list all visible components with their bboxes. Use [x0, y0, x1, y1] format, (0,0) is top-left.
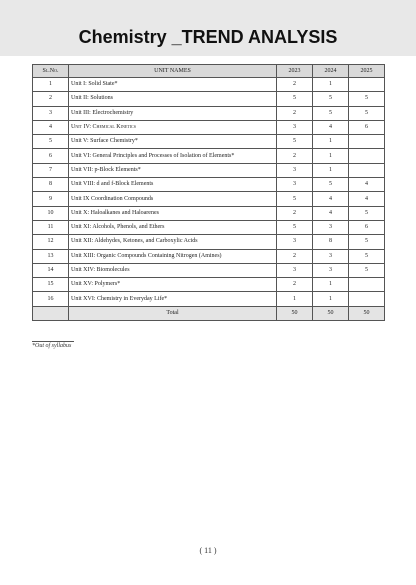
cell-sl: 8: [33, 178, 69, 192]
cell-sl: 16: [33, 292, 69, 306]
cell-unit: Unit XV: Polymers*: [69, 278, 277, 292]
cell-unit: Unit IV: Chemical Kinetics: [69, 120, 277, 134]
table-row: [33, 192, 385, 206]
cell-2023: 5: [277, 135, 313, 149]
cell-2025: 4: [349, 178, 385, 192]
header-2025: 2025: [349, 65, 385, 78]
cell-2023: 2: [277, 278, 313, 292]
cell-2025: 4: [349, 192, 385, 206]
total-row: [33, 306, 385, 320]
cell-2025: [349, 163, 385, 177]
cell-2024: 5: [313, 178, 349, 192]
cell-unit: Unit V: Surface Chemistry*: [69, 135, 277, 149]
cell-sl: 6: [33, 149, 69, 163]
cell-2024: 4: [313, 206, 349, 220]
cell-sl: 14: [33, 263, 69, 277]
cell-sl: 15: [33, 278, 69, 292]
cell-2025: [349, 135, 385, 149]
table-row: [33, 249, 385, 263]
cell-2025: 5: [349, 235, 385, 249]
cell-2024: 3: [313, 249, 349, 263]
cell-unit: Unit IX Coordination Compounds: [69, 192, 277, 206]
cell-2023: 2: [277, 149, 313, 163]
cell-2024: 1: [313, 163, 349, 177]
table-row: [33, 149, 385, 163]
cell-sl: 12: [33, 235, 69, 249]
cell-2024: 1: [313, 135, 349, 149]
cell-2025: [349, 78, 385, 92]
trend-analysis-table: [32, 64, 385, 321]
header-2023: 2023: [277, 65, 313, 78]
cell-2025: 5: [349, 249, 385, 263]
table-row: [33, 120, 385, 134]
footnote: *Out of syllabus: [32, 343, 72, 349]
table-header-row: [33, 65, 385, 78]
cell-unit: Unit III: Electrochemistry: [69, 106, 277, 120]
cell-2024: 8: [313, 235, 349, 249]
table-row: [33, 292, 385, 306]
table-row: [33, 163, 385, 177]
cell-sl: 2: [33, 92, 69, 106]
cell-sl: 13: [33, 249, 69, 263]
table-row: [33, 206, 385, 220]
cell-unit: Unit VII: p-Block Elements*: [69, 163, 277, 177]
cell-2024: 1: [313, 278, 349, 292]
cell-2023: 3: [277, 120, 313, 134]
table-row: [33, 278, 385, 292]
cell-2025: 5: [349, 263, 385, 277]
cell-2024: 3: [313, 220, 349, 234]
cell-2023: 3: [277, 178, 313, 192]
cell-2025: [349, 149, 385, 163]
cell-unit: Unit XII: Aldehydes, Ketones, and Carboxylic Acids: [69, 235, 277, 249]
cell-unit: Unit XIV: Biomolecules: [69, 263, 277, 277]
cell-2025: 5: [349, 106, 385, 120]
cell-2025: 5: [349, 92, 385, 106]
cell-unit: Unit XI: Alcohols, Phenols, and Ethers: [69, 220, 277, 234]
cell-sl: 9: [33, 192, 69, 206]
cell-2024: 1: [313, 78, 349, 92]
table-row: [33, 92, 385, 106]
page-number: ( 11 ): [199, 546, 217, 555]
header-unit-names: UNIT NAMES: [69, 65, 277, 78]
cell-2025: 6: [349, 120, 385, 134]
total-label: Total: [69, 306, 277, 320]
cell-2024: 5: [313, 92, 349, 106]
cell-2024: 1: [313, 292, 349, 306]
cell-unit: Unit XVI: Chemistry in Everyday Life*: [69, 292, 277, 306]
cell-2023: 1: [277, 292, 313, 306]
cell-2024: 4: [313, 120, 349, 134]
cell-2025: 6: [349, 220, 385, 234]
table-row: [33, 106, 385, 120]
table-row: [33, 220, 385, 234]
cell-2023: 2: [277, 249, 313, 263]
total-2025: 50: [349, 306, 385, 320]
cell-2024: 4: [313, 192, 349, 206]
cell-unit: Unit X: Haloalkanes and Haloarenes: [69, 206, 277, 220]
table-row: [33, 235, 385, 249]
cell-2023: 2: [277, 206, 313, 220]
header-2024: 2024: [313, 65, 349, 78]
cell-unit: Unit VI: General Principles and Processes of Isolation of Elements*: [69, 149, 277, 163]
header-banner: [0, 0, 416, 56]
cell-unit: Unit II: Solutions: [69, 92, 277, 106]
cell-2024: 5: [313, 106, 349, 120]
cell-sl: 4: [33, 120, 69, 134]
cell-2025: 5: [349, 206, 385, 220]
cell-2023: 2: [277, 78, 313, 92]
table-row: [33, 178, 385, 192]
cell-2023: 5: [277, 220, 313, 234]
cell-2024: 1: [313, 149, 349, 163]
table-row: [33, 135, 385, 149]
cell-unit: Unit I: Solid State*: [69, 78, 277, 92]
total-2023: 50: [277, 306, 313, 320]
total-empty-cell: [33, 306, 69, 320]
cell-unit: Unit XIII: Organic Compounds Containing Nitrogen (Amines): [69, 249, 277, 263]
cell-2025: [349, 292, 385, 306]
cell-2023: 5: [277, 92, 313, 106]
cell-sl: 5: [33, 135, 69, 149]
cell-sl: 11: [33, 220, 69, 234]
footnote-divider: [32, 341, 74, 342]
header-sl-no: Sl.No.: [33, 65, 69, 78]
page-title: Chemistry _TREND ANALYSIS: [78, 27, 338, 47]
cell-sl: 10: [33, 206, 69, 220]
cell-2023: 3: [277, 235, 313, 249]
cell-2025: [349, 278, 385, 292]
cell-2023: 3: [277, 263, 313, 277]
table-row: [33, 263, 385, 277]
cell-2024: 3: [313, 263, 349, 277]
cell-sl: 3: [33, 106, 69, 120]
table-row: [33, 78, 385, 92]
cell-2023: 3: [277, 163, 313, 177]
cell-2023: 2: [277, 106, 313, 120]
total-2024: 50: [313, 306, 349, 320]
cell-2023: 5: [277, 192, 313, 206]
cell-sl: 1: [33, 78, 69, 92]
cell-sl: 7: [33, 163, 69, 177]
cell-unit: Unit VIII: d and f-Block Elements: [69, 178, 277, 192]
